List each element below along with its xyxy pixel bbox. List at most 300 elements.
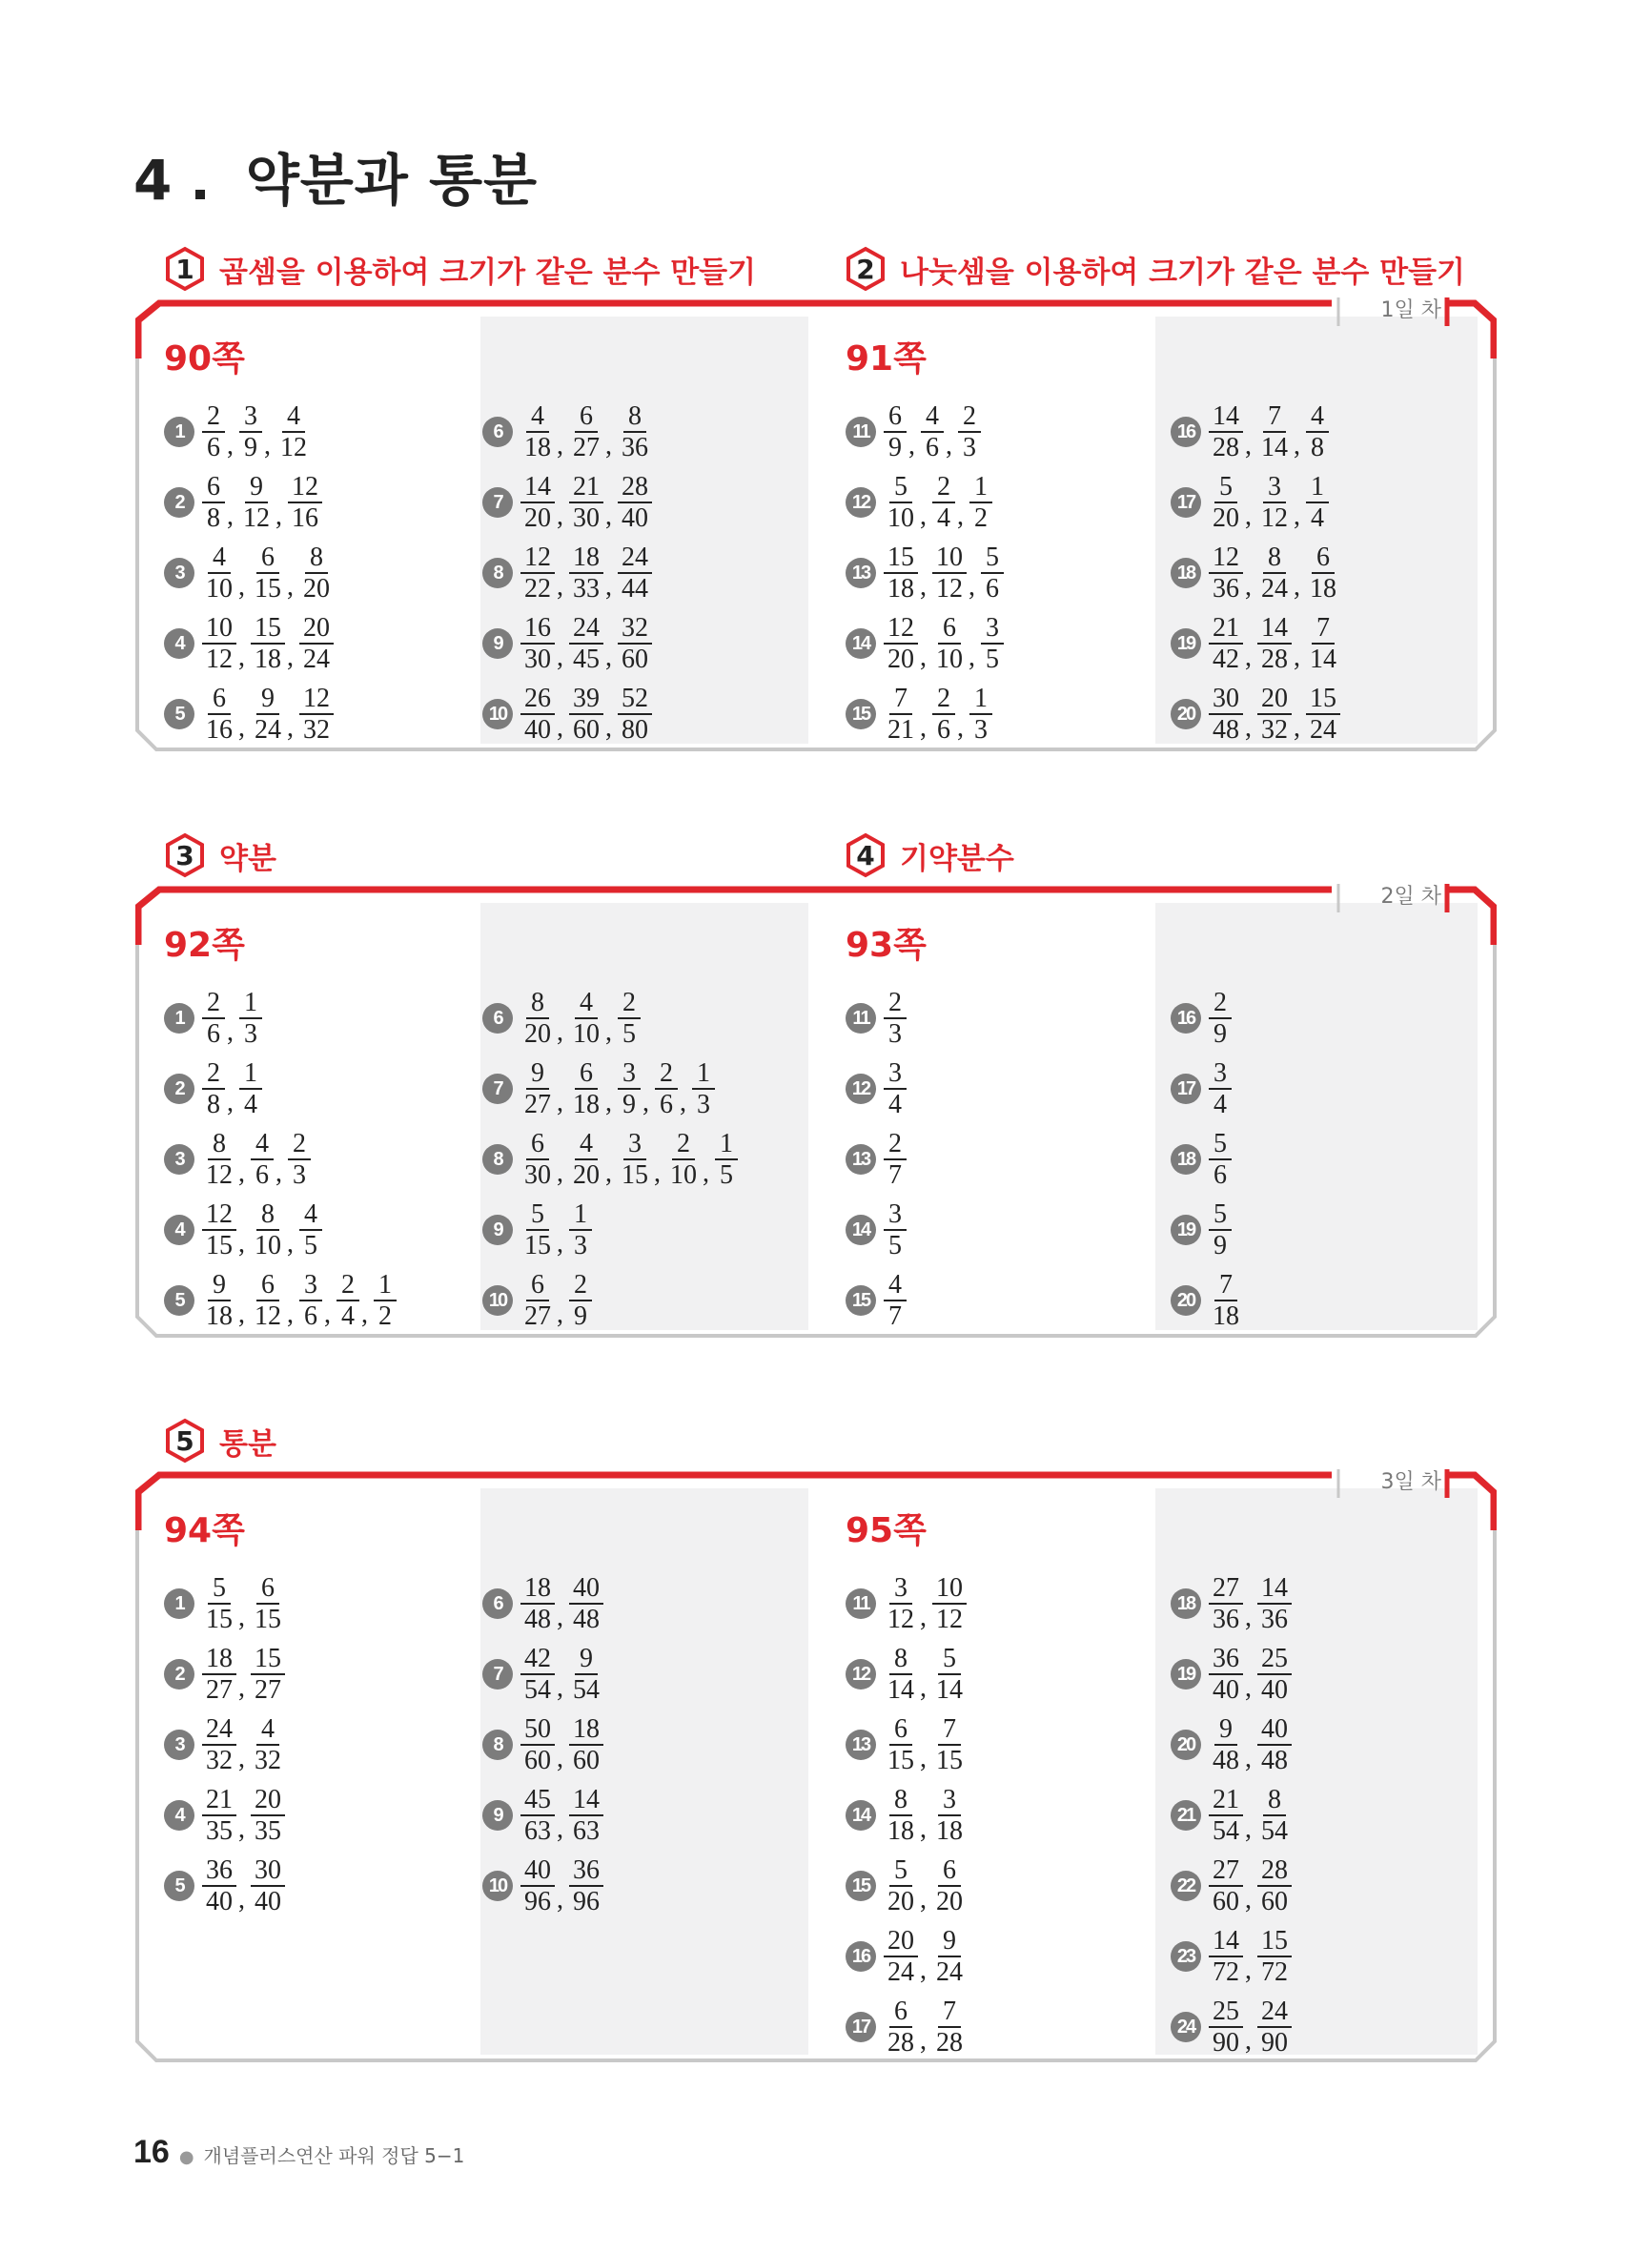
fraction-list — [202, 1129, 311, 1190]
numerator: 1 — [239, 988, 262, 1019]
comma-separator: , — [920, 643, 927, 672]
comma-separator: , — [238, 1885, 245, 1915]
fraction — [1209, 1058, 1232, 1119]
denominator: 24 — [303, 645, 330, 674]
answer-item — [846, 1568, 967, 1639]
problem-number-badge: 14 — [846, 628, 876, 659]
comma-separator: , — [227, 1088, 234, 1117]
fraction-list — [1209, 543, 1340, 604]
footer-bullet-icon: ● — [178, 2147, 194, 2167]
denominator: 15 — [936, 1746, 963, 1775]
comma-separator: , — [1245, 502, 1252, 531]
fraction-list — [202, 472, 322, 533]
comma-separator: , — [238, 1673, 245, 1703]
fraction — [1306, 472, 1329, 533]
denominator: 2 — [378, 1301, 392, 1331]
denominator: 9 — [622, 1090, 636, 1119]
comma-separator: , — [557, 572, 563, 602]
numerator: 9 — [938, 1926, 961, 1957]
fraction — [520, 1714, 555, 1775]
numerator: 2 — [932, 472, 955, 503]
fraction — [1257, 1997, 1292, 2058]
denominator: 54 — [573, 1675, 600, 1705]
fraction-list — [1209, 1714, 1292, 1775]
fraction — [374, 1270, 397, 1331]
denominator: 40 — [1213, 1675, 1239, 1705]
answer-item — [164, 538, 334, 608]
answer-item — [1171, 1710, 1292, 1780]
answer-item — [482, 467, 652, 538]
fraction — [1257, 684, 1292, 745]
answer-item — [164, 1710, 285, 1780]
numerator: 2 — [618, 988, 641, 1019]
numerator: 26 — [520, 684, 555, 715]
comma-separator: , — [1294, 572, 1300, 602]
answer-panel-day-1 — [135, 297, 1497, 768]
fraction-list — [1209, 613, 1340, 674]
comma-separator: , — [275, 502, 282, 531]
section-heading-5 — [164, 1418, 276, 1464]
numerator: 6 — [575, 1058, 598, 1090]
problem-number-badge: 3 — [164, 558, 194, 588]
denominator: 7 — [888, 1160, 902, 1190]
denominator: 45 — [573, 645, 600, 674]
fraction — [932, 684, 955, 745]
denominator: 8 — [207, 503, 220, 533]
problem-number-badge: 12 — [846, 1074, 876, 1104]
fraction-list — [202, 1714, 285, 1775]
fraction — [884, 1855, 918, 1916]
section-label: 약분 — [219, 841, 276, 876]
numerator: 5 — [208, 1573, 231, 1605]
denominator: 12 — [206, 645, 233, 674]
comma-separator: , — [227, 1017, 234, 1047]
denominator: 6 — [255, 1160, 269, 1190]
numerator: 7 — [1214, 1270, 1237, 1301]
comma-separator: , — [1245, 713, 1252, 743]
numerator: 40 — [1257, 1714, 1292, 1746]
comma-separator: , — [1245, 1744, 1252, 1773]
numerator: 28 — [1257, 1855, 1292, 1887]
fraction — [239, 401, 262, 462]
problem-number-badge: 15 — [846, 1871, 876, 1901]
denominator: 6 — [926, 433, 939, 462]
fraction — [666, 1129, 701, 1190]
comma-separator: , — [680, 1088, 686, 1117]
fraction-list — [1209, 1270, 1243, 1331]
denominator: 40 — [1261, 1675, 1288, 1705]
comma-separator: , — [287, 643, 294, 672]
problem-number-badge: 4 — [164, 628, 194, 659]
numerator: 14 — [569, 1785, 603, 1816]
fraction-list — [1209, 1573, 1292, 1634]
fraction — [932, 1997, 967, 2058]
problem-number-badge: 18 — [1171, 558, 1201, 588]
section-label: 나눗셈을 이용하여 크기가 같은 분수 만들기 — [900, 255, 1465, 290]
fraction — [202, 1270, 236, 1331]
denominator: 22 — [524, 574, 551, 604]
denominator: 40 — [206, 1887, 233, 1916]
fraction — [1209, 1199, 1232, 1260]
comma-separator: , — [920, 1744, 927, 1773]
fraction-list — [884, 1129, 907, 1190]
answer-item — [482, 1780, 603, 1851]
denominator: 12 — [243, 503, 270, 533]
numerator: 12 — [288, 472, 322, 503]
fraction — [520, 543, 555, 604]
denominator: 36 — [622, 433, 648, 462]
fraction-list — [202, 1199, 322, 1260]
comma-separator: , — [920, 572, 927, 602]
fraction — [520, 988, 555, 1049]
numerator: 8 — [889, 1644, 912, 1675]
fraction-list — [884, 1573, 967, 1634]
denominator: 5 — [720, 1160, 733, 1190]
fraction-list — [884, 472, 992, 533]
chapter-number: 4 — [133, 148, 173, 213]
numerator: 52 — [618, 684, 652, 715]
fraction-list — [1209, 1785, 1292, 1846]
denominator: 40 — [524, 715, 551, 745]
fraction — [884, 1270, 907, 1331]
numerator: 16 — [520, 613, 555, 645]
fraction — [202, 1573, 236, 1634]
denominator: 2 — [974, 503, 988, 533]
problem-number-badge: 19 — [1171, 1659, 1201, 1690]
comma-separator: , — [703, 1158, 709, 1188]
problem-number-badge: 19 — [1171, 1215, 1201, 1245]
numerator: 2 — [337, 1270, 359, 1301]
answer-item — [846, 538, 1004, 608]
denominator: 9 — [1214, 1019, 1227, 1049]
fraction — [1209, 1785, 1243, 1846]
denominator: 6 — [207, 433, 220, 462]
numerator: 20 — [299, 613, 334, 645]
numerator: 3 — [239, 401, 262, 433]
denominator: 10 — [573, 1019, 600, 1049]
answer-item — [1171, 679, 1340, 749]
comma-separator: , — [654, 1158, 661, 1188]
section-number-icon: 5 — [164, 1418, 206, 1464]
numerator: 4 — [575, 1129, 598, 1160]
numerator: 4 — [575, 988, 598, 1019]
numerator: 2 — [932, 684, 955, 715]
problem-number-badge: 12 — [846, 487, 876, 518]
comma-separator: , — [920, 1673, 927, 1703]
comma-separator: , — [557, 1158, 563, 1188]
numerator: 24 — [618, 543, 652, 574]
denominator: 24 — [887, 1957, 914, 1987]
numerator: 27 — [1209, 1855, 1243, 1887]
fraction-list — [1209, 684, 1340, 745]
denominator: 14 — [1261, 433, 1288, 462]
fraction-list — [520, 1573, 603, 1634]
numerator: 36 — [202, 1855, 236, 1887]
denominator: 63 — [524, 1816, 551, 1846]
fraction — [1257, 543, 1292, 604]
problem-number-badge: 10 — [482, 1285, 513, 1316]
numerator: 4 — [282, 401, 305, 433]
fraction-list — [1209, 1644, 1292, 1705]
comma-separator: , — [605, 502, 612, 531]
numerator: 7 — [1263, 401, 1286, 433]
fraction-list — [202, 1785, 285, 1846]
fraction-list — [884, 1270, 907, 1331]
numerator: 3 — [981, 613, 1004, 645]
fraction — [1209, 613, 1243, 674]
denominator: 14 — [887, 1675, 914, 1705]
comma-separator: , — [1245, 643, 1252, 672]
comma-separator: , — [957, 502, 964, 531]
fraction — [202, 684, 236, 745]
fraction-list — [884, 543, 1004, 604]
denominator: 72 — [1213, 1957, 1239, 1987]
fraction — [520, 613, 555, 674]
numerator: 3 — [889, 1573, 912, 1605]
numerator: 6 — [256, 1270, 279, 1301]
answer-item — [1171, 1851, 1292, 1921]
fraction — [251, 1573, 285, 1634]
numerator: 12 — [520, 543, 555, 574]
denominator: 72 — [1261, 1957, 1288, 1987]
problem-number-badge: 17 — [1171, 1074, 1201, 1104]
problem-number-badge: 8 — [482, 1730, 513, 1760]
problem-number-badge: 18 — [1171, 1588, 1201, 1619]
problem-number-badge: 23 — [1171, 1941, 1201, 1972]
section-label: 통분 — [219, 1426, 276, 1462]
numerator: 6 — [575, 401, 598, 433]
problem-number-badge: 16 — [1171, 1003, 1201, 1034]
fraction-list — [520, 1855, 603, 1916]
denominator: 30 — [524, 1160, 551, 1190]
numerator: 4 — [256, 1714, 279, 1746]
problem-number-badge: 6 — [482, 417, 513, 447]
denominator: 24 — [936, 1957, 963, 1987]
denominator: 14 — [936, 1675, 963, 1705]
problem-number-badge: 14 — [846, 1215, 876, 1245]
problem-number-badge: 4 — [164, 1215, 194, 1245]
numerator: 3 — [884, 1199, 907, 1231]
fraction-list — [1209, 472, 1329, 533]
numerator: 1 — [1306, 472, 1329, 503]
numerator: 20 — [1257, 684, 1292, 715]
problem-number-badge: 1 — [164, 1588, 194, 1619]
fraction-list — [1209, 1058, 1232, 1119]
answer-item — [482, 538, 652, 608]
fraction-list — [1209, 1129, 1232, 1190]
numerator: 9 — [1214, 1714, 1237, 1746]
fraction — [202, 1129, 236, 1190]
problem-number-badge: 6 — [482, 1588, 513, 1619]
fraction — [251, 1644, 285, 1705]
fraction-list — [1209, 1199, 1232, 1260]
numerator: 3 — [1209, 1058, 1232, 1090]
fraction — [520, 1199, 555, 1260]
denominator: 35 — [206, 1816, 233, 1846]
numerator: 2 — [672, 1129, 695, 1160]
fraction — [569, 988, 603, 1049]
section-label: 곱셈을 이용하여 크기가 같은 분수 만들기 — [219, 255, 757, 290]
fraction — [1257, 1644, 1292, 1705]
fraction — [1257, 1785, 1292, 1846]
numerator: 15 — [1306, 684, 1340, 715]
fraction — [1209, 1926, 1243, 1987]
numerator: 18 — [569, 1714, 603, 1746]
fraction — [692, 1058, 715, 1119]
fraction — [1257, 1855, 1292, 1916]
fraction — [569, 1129, 603, 1190]
numerator: 9 — [208, 1270, 231, 1301]
numerator: 2 — [958, 401, 981, 433]
denominator: 28 — [936, 2028, 963, 2058]
answer-item — [1171, 538, 1340, 608]
numerator: 1 — [374, 1270, 397, 1301]
comma-separator: , — [1245, 2026, 1252, 2056]
numerator: 6 — [889, 1714, 912, 1746]
fraction-list — [884, 1926, 967, 1987]
comma-separator: , — [557, 431, 563, 461]
denominator: 36 — [1213, 574, 1239, 604]
numerator: 36 — [569, 1855, 603, 1887]
numerator: 14 — [1257, 1573, 1292, 1605]
problem-number-badge: 2 — [164, 487, 194, 518]
comma-separator: , — [557, 1814, 563, 1844]
numerator: 1 — [715, 1129, 738, 1160]
fraction-list — [520, 1785, 603, 1846]
denominator: 54 — [1261, 1816, 1288, 1846]
day-tag: 2일 차 — [1380, 885, 1441, 909]
comma-separator: , — [238, 1158, 245, 1188]
comma-separator: , — [557, 1229, 563, 1259]
answer-item — [482, 1710, 603, 1780]
denominator: 27 — [524, 1301, 551, 1331]
answer-item — [846, 679, 992, 749]
fraction-list — [520, 1270, 592, 1331]
fraction — [932, 1855, 967, 1916]
fraction-list — [884, 613, 1004, 674]
fraction — [884, 543, 918, 604]
numerator: 32 — [618, 613, 652, 645]
denominator: 5 — [622, 1019, 636, 1049]
page-label: 90쪽 — [164, 339, 245, 379]
fraction-list — [1209, 1926, 1292, 1987]
denominator: 24 — [1310, 715, 1336, 745]
fraction-list — [202, 1644, 285, 1705]
page-label: 93쪽 — [846, 926, 927, 965]
problem-number-badge: 15 — [846, 1285, 876, 1316]
denominator: 40 — [255, 1887, 281, 1916]
comma-separator: , — [238, 1300, 245, 1329]
denominator: 42 — [1213, 645, 1239, 674]
fraction — [276, 401, 311, 462]
problem-number-badge: 8 — [482, 558, 513, 588]
fraction-list — [1209, 988, 1232, 1049]
denominator: 7 — [888, 1301, 902, 1331]
fraction — [715, 1129, 738, 1190]
fraction — [251, 1855, 285, 1916]
comma-separator: , — [605, 1017, 612, 1047]
panel-frame — [135, 1469, 1497, 2079]
fraction-list — [520, 472, 652, 533]
fraction-list — [884, 1199, 907, 1260]
numerator: 30 — [251, 1855, 285, 1887]
denominator: 28 — [1213, 433, 1239, 462]
answer-item — [164, 608, 334, 679]
numerator: 2 — [1209, 988, 1232, 1019]
answer-item — [1171, 1992, 1292, 2062]
numerator: 25 — [1257, 1644, 1292, 1675]
numerator: 1 — [969, 472, 992, 503]
numerator: 2 — [884, 1129, 907, 1160]
answer-panel-day-2 — [135, 884, 1497, 1355]
comma-separator: , — [908, 431, 915, 461]
denominator: 8 — [1311, 433, 1324, 462]
problem-number-badge: 9 — [482, 1215, 513, 1245]
denominator: 12 — [255, 1301, 281, 1331]
comma-separator: , — [557, 1017, 563, 1047]
section-number-icon: 2 — [845, 246, 887, 292]
denominator: 32 — [206, 1746, 233, 1775]
answer-item — [164, 397, 311, 467]
denominator: 48 — [573, 1605, 600, 1634]
numerator: 24 — [1257, 1997, 1292, 2028]
fraction — [981, 613, 1004, 674]
fraction — [655, 1058, 678, 1119]
fraction — [1209, 401, 1243, 462]
fraction — [1209, 1270, 1243, 1331]
numerator: 20 — [884, 1926, 918, 1957]
numerator: 6 — [889, 1997, 912, 2028]
fraction — [202, 1714, 236, 1775]
problem-number-badge: 8 — [482, 1144, 513, 1175]
denominator: 6 — [1214, 1160, 1227, 1190]
comma-separator: , — [238, 572, 245, 602]
problem-number-badge: 19 — [1171, 628, 1201, 659]
fraction-list — [884, 1855, 967, 1916]
comma-separator: , — [557, 1603, 563, 1632]
numerator: 14 — [1209, 401, 1243, 433]
denominator: 96 — [524, 1887, 551, 1916]
answer-item — [164, 1195, 322, 1265]
denominator: 12 — [280, 433, 307, 462]
comma-separator: , — [1294, 713, 1300, 743]
fraction — [1209, 1997, 1243, 2058]
denominator: 40 — [622, 503, 648, 533]
fraction — [569, 1855, 603, 1916]
fraction — [1209, 1714, 1243, 1775]
problem-number-badge: 5 — [164, 1285, 194, 1316]
fraction-list — [202, 1270, 397, 1331]
fraction — [202, 543, 236, 604]
numerator: 7 — [1312, 613, 1335, 645]
answer-item — [482, 397, 652, 467]
denominator: 20 — [303, 574, 330, 604]
fraction — [520, 1058, 555, 1119]
fraction — [1257, 1573, 1292, 1634]
denominator: 60 — [573, 1746, 600, 1775]
numerator: 1 — [239, 1058, 262, 1090]
numerator: 5 — [1209, 1129, 1232, 1160]
comma-separator: , — [969, 643, 975, 672]
fraction-list — [884, 1714, 967, 1775]
fraction — [932, 1714, 967, 1775]
answer-item — [1171, 608, 1340, 679]
fraction-list — [202, 684, 334, 745]
comma-separator: , — [238, 643, 245, 672]
numerator: 3 — [299, 1270, 322, 1301]
numerator: 40 — [520, 1855, 555, 1887]
numerator: 8 — [1263, 1785, 1286, 1816]
